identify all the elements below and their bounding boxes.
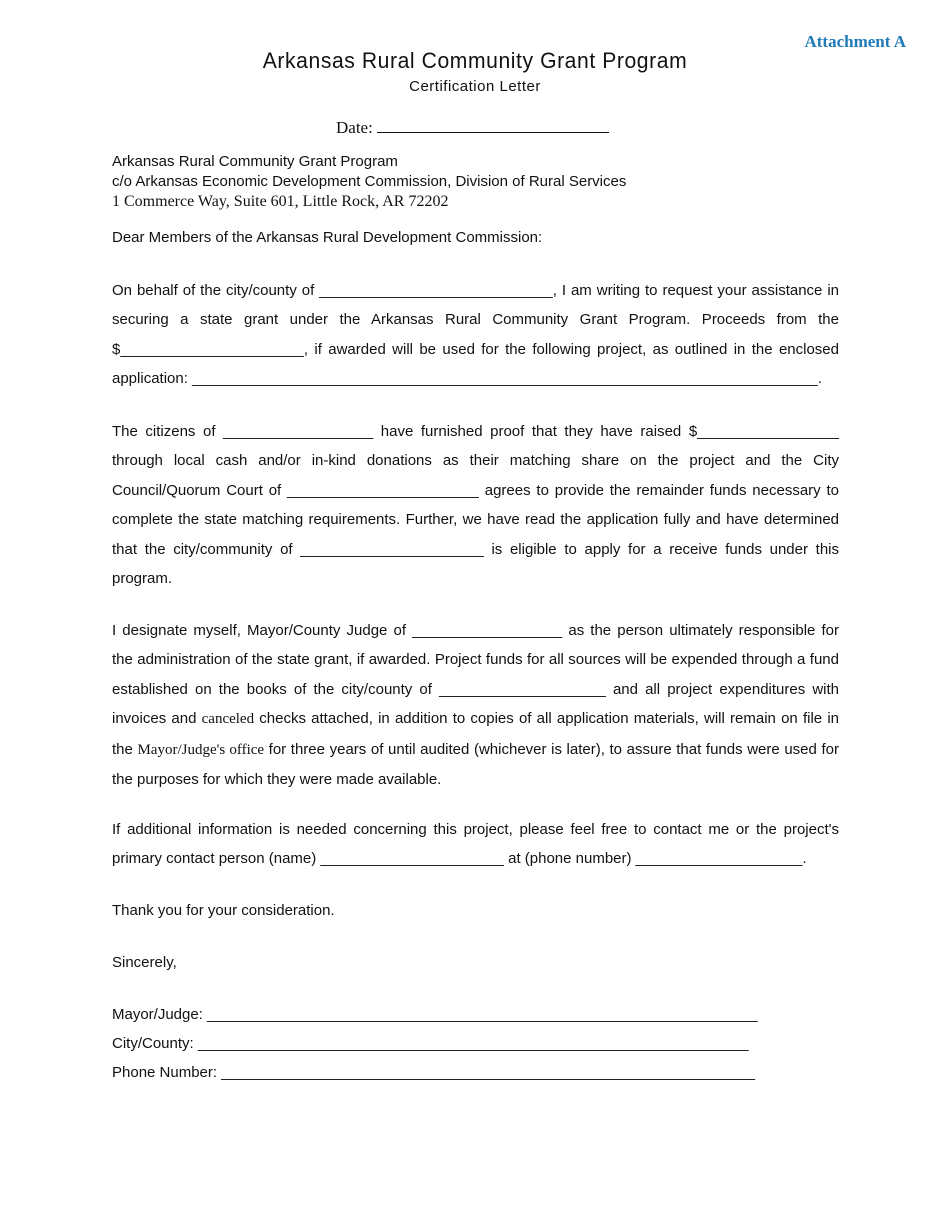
sincerely-line: Sincerely, [112, 954, 177, 971]
recipient-address [112, 152, 626, 212]
salutation: Dear Members of the Arkansas Rural Development Commission: [112, 229, 543, 246]
paragraph-contact: If additional information is needed concerning this project, please feel free to contact me or the project's primary contact person (name) ______________________ at (phone number) ____________________. [112, 821, 839, 868]
designation-text-1: I designate myself, Mayor/County Judge of __________________ as the person ultimately responsible for the administration of the state grant, if awarded. Project funds for all sources will be expended through a fund established on the books of the city/county of ____________________ and all project expenditures with invoices and [112, 622, 839, 728]
signature-mayor-judge[interactable]: Mayor/Judge: __________________________________________________________________ [112, 1006, 758, 1023]
thanks-line: Thank you for your consideration. [112, 902, 335, 919]
date-row [336, 116, 609, 138]
address-line-3: 1 Commerce Way, Suite 601, Little Rock, AR 72202 [112, 193, 449, 210]
designation-word-office: Mayor/Judge's office [137, 741, 265, 758]
date-label: Date: [336, 118, 373, 137]
designation-text-3: for three years of until audited (whichever is later), to assure that funds were used for the purposes for which they were made available. [112, 740, 839, 789]
date-field[interactable] [377, 116, 609, 133]
attachment-label: Attachment A [804, 32, 906, 51]
designation-text-2: checks attached, in addition to copies of all application materials, will remain on file in the [112, 710, 840, 758]
document-title: Arkansas Rural Community Grant Program [262, 48, 688, 73]
paragraph-designation [112, 616, 839, 794]
signature-phone-number[interactable]: Phone Number: ________________________________________________________________ [112, 1064, 756, 1081]
document-subtitle: Certification Letter [409, 78, 541, 95]
signature-city-county[interactable]: City/County: __________________________________________________________________ [112, 1035, 749, 1052]
paragraph-matching-funds: The citizens of __________________ have furnished proof that they have raised $_________________ through local cash and/or in-kind donations as their matching share on the project and the City Council/Quorum Court of _______________________ agrees to provide the remainder funds necessary to complete the state matching requirements. Further, we have read the application fully and have determined that the city/community of ______________________ is eligible to apply for a receive funds under this program. [112, 423, 839, 588]
designation-word-canceled: canceled [201, 711, 255, 728]
paragraph-request: On behalf of the city/county of ____________________________, I am writing to request your assistance in securing a state grant under the Arkansas Rural Community Grant Program. Proceeds from the $______________________, if awarded will be used for the following project, as outlined in the enclosed application: ___________________________________________________________________________. [112, 282, 839, 388]
address-line-2: c/o Arkansas Economic Development Commission, Division of Rural Services [112, 173, 627, 190]
address-line-1: Arkansas Rural Community Grant Program [112, 153, 398, 170]
